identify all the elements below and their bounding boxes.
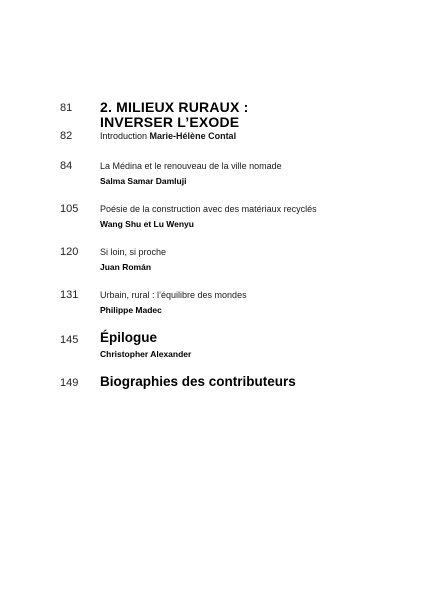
entry-title: La Médina et le renouveau de la ville nomade <box>100 161 282 171</box>
intro-author: Marie-Hélène Contal <box>149 131 237 141</box>
entry-author: Wang Shu et Lu Wenyu <box>100 219 194 229</box>
entry-title: Poésie de la construction avec des matériaux recyclés <box>100 204 317 214</box>
page-number: 149 <box>60 377 79 389</box>
page-number: 81 <box>60 102 73 114</box>
entry-title: Si loin, si proche <box>100 247 167 257</box>
entry-author: Juan Román <box>100 262 152 272</box>
page-number: 120 <box>60 246 79 258</box>
page-number: 105 <box>60 203 79 215</box>
entry-body <box>100 246 420 273</box>
section-title-line-1: 2. MILIEUX RURAUX : <box>100 99 249 115</box>
intro-label: Introduction <box>100 131 148 141</box>
biographies-body <box>100 374 420 390</box>
entry-author: Salma Samar Damluji <box>100 176 187 186</box>
intro-line <box>100 130 420 142</box>
epilogue-body <box>100 330 420 360</box>
entry-author: Philippe Madec <box>100 305 162 315</box>
section-title-line-2: INVERSER L’EXODE <box>100 114 240 130</box>
biographies-title: Biographies des contributeurs <box>100 374 296 389</box>
epilogue-title: Épilogue <box>100 330 157 345</box>
page-number: 84 <box>60 160 73 172</box>
page-number: 145 <box>60 334 79 346</box>
section-heading <box>100 100 420 130</box>
entry-body <box>100 289 420 316</box>
entry-body <box>100 203 420 230</box>
entry-title: Urbain, rural : l’équilibre des mondes <box>100 290 247 300</box>
page-number: 131 <box>60 289 79 301</box>
epilogue-author: Christopher Alexander <box>100 349 192 359</box>
page-number: 82 <box>60 130 73 142</box>
entry-body <box>100 160 420 187</box>
